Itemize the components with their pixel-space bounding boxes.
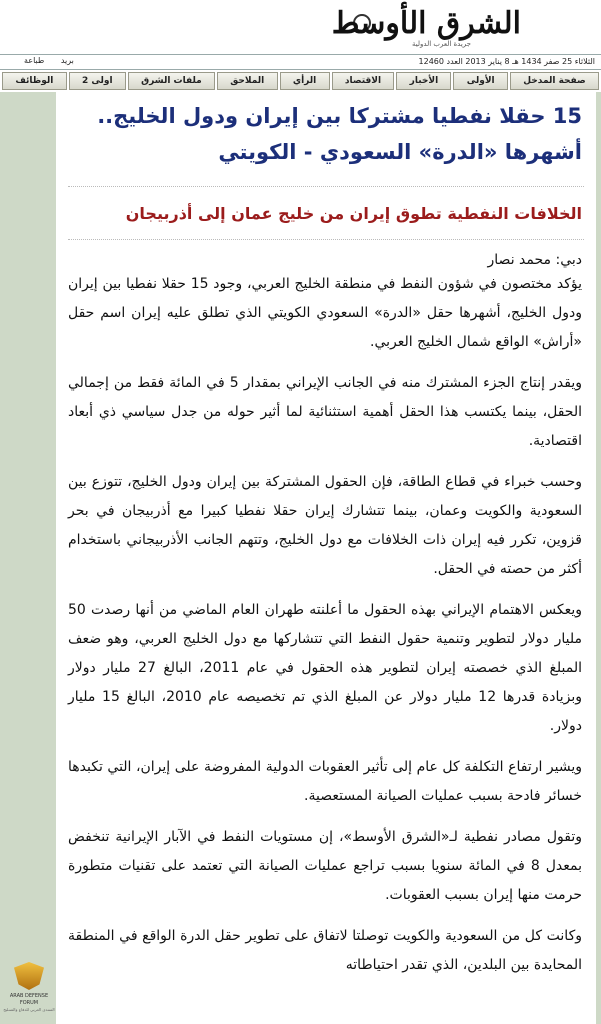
left-sidebar — [0, 92, 56, 1024]
print-link[interactable]: طباعة — [24, 56, 45, 65]
paragraph: وتقول مصادر نفطية لـ«الشرق الأوسط»، إن مستويات النفط في الآبار الإيرانية تنخفض بمعدل 8 في المائة سنويا بسبب تراجع عمليات الصيانة التي تعتمد على تقنيات متطورة حرمت منها إيران بسبب العقوبات. — [68, 829, 582, 903]
paragraph: يؤكد مختصون في شؤون النفط في منطقة الخليج العربي، وجود 15 حقلا نفطيا بين إيران ودول الخليج، أشهرها حقل «الدرة» السعودي الكويتي الذي تطلق عليه إيران اسم حقل «أراش» الواقع شمال الخليج العربي. — [68, 276, 582, 350]
article — [58, 92, 594, 1024]
nav-home[interactable]: صفحة المدخل — [510, 72, 599, 90]
issue-date: الثلاثاء 25 صفر 1434 هـ 8 يناير 2013 العدد 12460 — [418, 57, 595, 66]
nav-news[interactable]: الأخبار — [396, 72, 451, 90]
shield-emblem-icon — [14, 962, 44, 990]
nav-front-page[interactable]: الأولى — [453, 72, 507, 90]
paragraph: وكانت كل من السعودية والكويت توصلتا لاتفاق على تطوير حقل الدرة الواقع في المنطقة المحايدة بين البلدين، الذي تقدر احتياطاته — [68, 928, 582, 973]
paragraph: ويقدر إنتاج الجزء المشترك منه في الجانب الإيراني بمقدار 5 في المائة فقط من إجمالي الحقل، بينما يكتسب هذا الحقل أهمية استثنائية لما أثير حوله من جدل سياسي ذي أبعاد اقتصادية. — [68, 375, 583, 449]
nav-opinion[interactable]: الرأي — [280, 72, 330, 90]
nav-supplements[interactable]: الملاحق — [217, 72, 278, 90]
paragraph: ويعكس الاهتمام الإيراني بهذه الحقول ما أعلنته طهران العام الماضي من أنها رصدت 50 مليار دولار لتطوير وتنمية حقول النفط التي تتشاركها مع دول الخليج العربي، وهو ضعف المبلغ الذي خصصته إيران لتطوير هذه الحقول في عام 2011، البالغ 27 مليار دولار وبزيادة قدرها 12 مليار دولار عن المبلغ الذي تم تخصيصه عام 2010، البالغ 15 مليار دولار. — [68, 602, 582, 734]
nav-front-page-2[interactable]: اولى 2 — [69, 72, 126, 90]
divider — [68, 186, 584, 187]
section-nav — [0, 72, 601, 90]
dateline-bar — [0, 54, 601, 70]
paragraph: وحسب خبراء في قطاع الطاقة، فإن الحقول المشتركة بين إيران ودول الخليج، تتوزع بين السعودية والكويت وعمان، بينما تتشارك إيران حقلا نفطيا كبيرا مع أذربيجان في بحر قزوين، تكرر فيه إيران ذات الخلافات مع دول الخليج، وتتهم الجانب الأذربيجاني باستخدام أكثر من حصته في الحقل. — [68, 474, 582, 577]
logo-tagline: جريدة العرب الدولية — [412, 40, 471, 48]
paragraph: ويشير ارتفاع التكلفة كل عام إلى تأثير العقوبات الدولية المفروضة على إيران، التي تكبدها خسائر فادحة بسبب عمليات الصيانة المستعصية. — [68, 759, 582, 804]
masthead — [0, 0, 601, 52]
utility-links — [10, 56, 74, 65]
watermark-title: ARAB DEFENSE FORUM — [9, 993, 49, 1006]
forum-watermark — [2, 962, 56, 1022]
nav-economy[interactable]: الاقتصاد — [332, 72, 395, 90]
article-subhead: الخلافات النفطية تطوق إيران من خليج عمان إلى أذربيجان — [125, 204, 582, 223]
nav-jobs[interactable]: الوظائف — [2, 72, 67, 90]
watermark-subtitle: المنتدى العربي للدفاع والتسليح — [3, 1007, 55, 1012]
right-gutter — [596, 92, 601, 1024]
headline-line-2: أشهرها «الدرة» السعودي - الكويتي — [218, 140, 582, 164]
article-headline — [68, 98, 582, 170]
email-link[interactable]: بريد — [60, 56, 74, 65]
nav-files[interactable]: ملفات الشرق — [128, 72, 215, 90]
newspaper-logo[interactable]: الشرق الأوسط — [331, 6, 521, 41]
byline: دبي: محمد نصار — [487, 252, 582, 268]
divider — [68, 239, 584, 240]
headline-line-1: 15 حقلا نفطيا مشتركا بين إيران ودول الخليج.. — [97, 104, 582, 128]
